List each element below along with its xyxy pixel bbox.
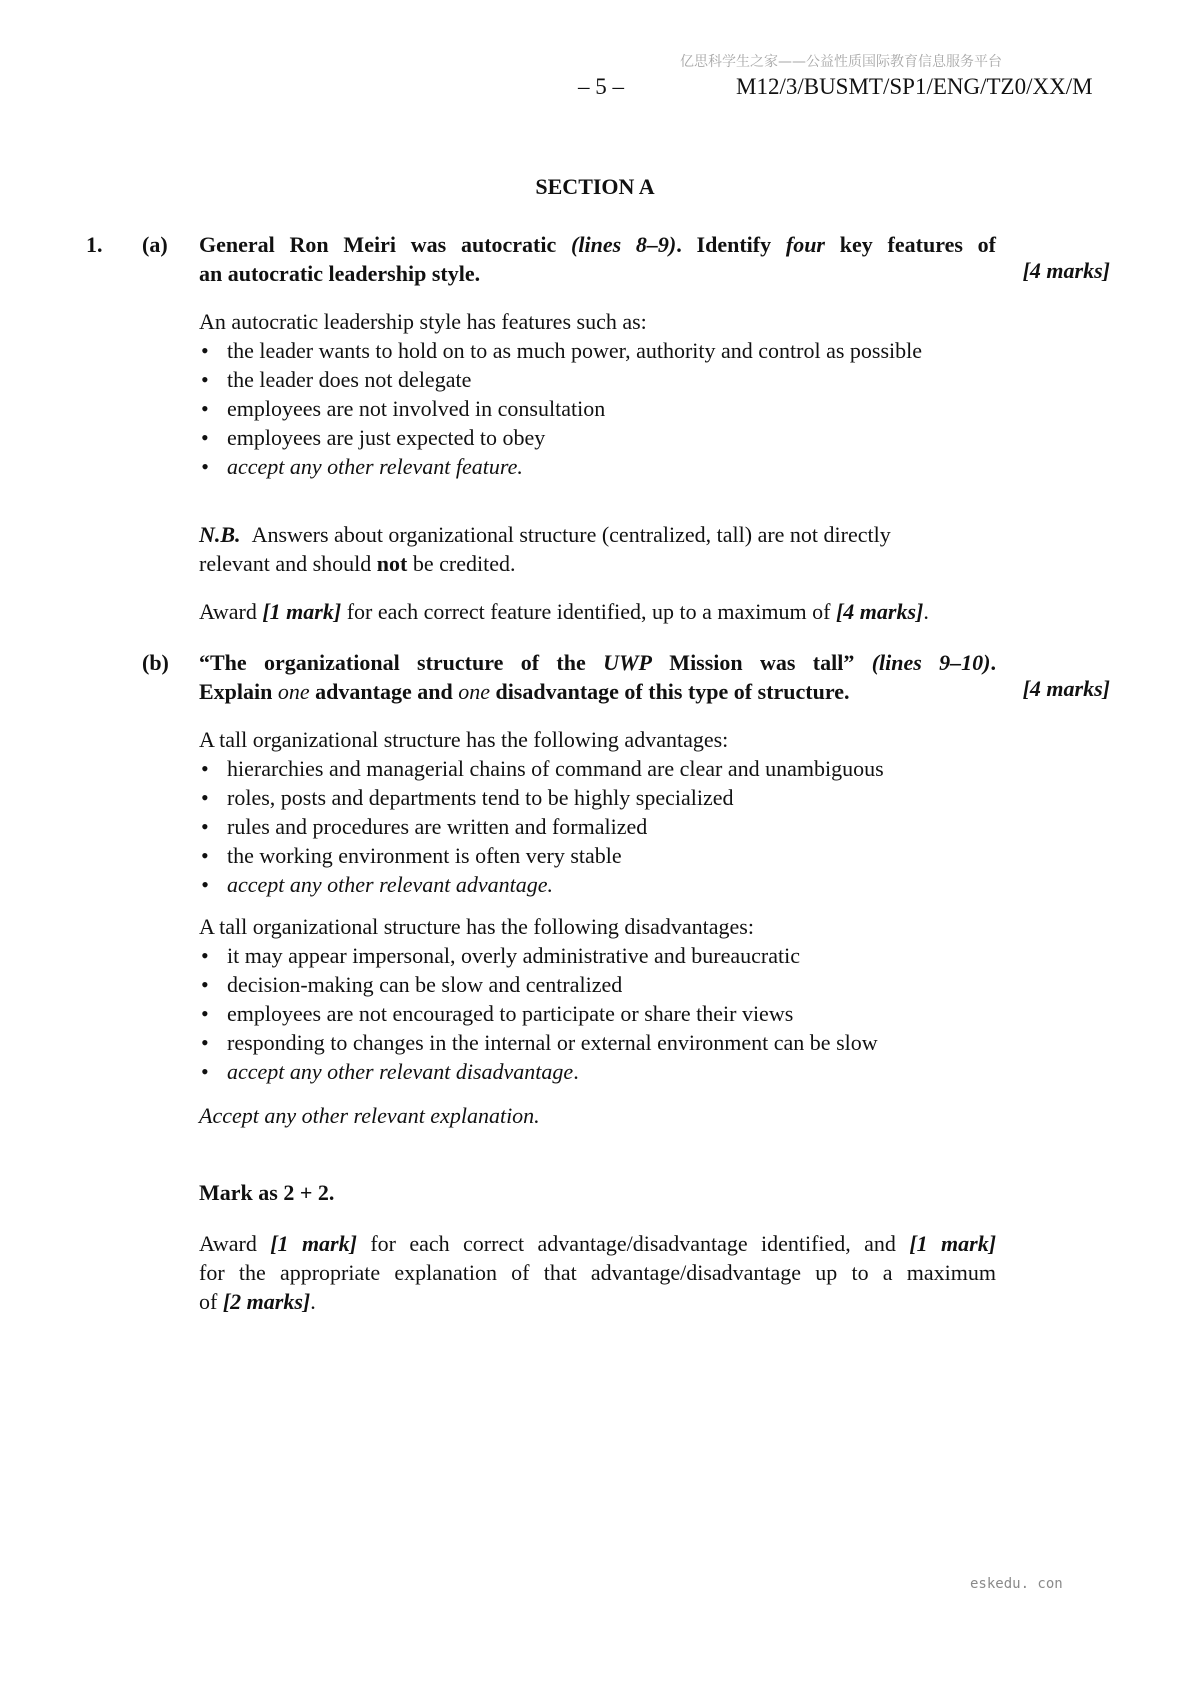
part-b-question	[199, 648, 996, 706]
footer-site-text: eskedu. con	[970, 1576, 1063, 1592]
part-a-question-line-1	[199, 230, 996, 259]
list-item: • the leader does not delegate	[199, 365, 1019, 394]
part-a-question	[199, 230, 996, 288]
award-text: of	[199, 1289, 223, 1314]
q-emphasis: one	[277, 679, 310, 704]
list-item: • the leader wants to hold on to as much power, authority and control as possible	[199, 336, 1019, 365]
list-item: • it may appear impersonal, overly administrative and bureaucratic	[199, 941, 1019, 970]
q-text: key features of	[825, 232, 997, 257]
award-mark: [1 mark]	[262, 599, 342, 624]
q-text: “The organizational structure of the	[199, 650, 604, 675]
nb-label: N.B.	[199, 522, 241, 547]
part-a-marks: [4 marks]	[1022, 258, 1110, 283]
advantages-list	[199, 754, 1019, 899]
list-item: • responding to changes in the internal or external environment can be slow	[199, 1028, 1019, 1057]
part-b-award	[199, 1229, 996, 1316]
list-item: • decision-making can be slow and centralized	[199, 970, 1019, 999]
part-a-award	[199, 597, 1019, 626]
question-number: 1.	[86, 232, 103, 257]
q-text: .	[990, 650, 996, 675]
q-text: Explain	[199, 679, 278, 704]
award-text: for each correct feature identified, up to a maximum of	[341, 599, 836, 624]
q-text: General Ron Meiri was autocratic	[199, 232, 572, 257]
list-item	[199, 1057, 1019, 1086]
nb-emphasis: not	[376, 551, 408, 576]
list-item-text: accept any other relevant disadvantage	[227, 1059, 574, 1084]
part-a-label: (a)	[142, 232, 168, 257]
list-item: • employees are not encouraged to participate or share their views	[199, 999, 1019, 1028]
part-b-disadvantages	[199, 912, 1019, 1086]
part-b-marks: [4 marks]	[1022, 676, 1110, 701]
award-text: for each correct advantage/disadvantage identified, and	[356, 1231, 910, 1256]
line-reference: (lines 9–10)	[871, 650, 991, 675]
page-number: – 5 –	[578, 74, 624, 99]
list-item: • roles, posts and departments tend to be highly specialized	[199, 783, 1019, 812]
accept-other-note: Accept any other relevant explanation.	[199, 1103, 540, 1128]
list-item: • accept any other relevant feature.	[199, 452, 1019, 481]
watermark-text: 亿思科学生之家——公益性质国际教育信息服务平台	[680, 54, 1002, 70]
section-title: SECTION A	[535, 174, 655, 199]
list-item: • rules and procedures are written and formalized	[199, 812, 1019, 841]
nb-text: relevant and should	[199, 551, 377, 576]
list-item: • employees are just expected to obey	[199, 423, 1019, 452]
award-text: Award	[199, 599, 263, 624]
list-item: • the working environment is often very stable	[199, 841, 1019, 870]
q-emphasis: four	[785, 232, 825, 257]
advantages-intro: A tall organizational structure has the following advantages:	[199, 727, 729, 752]
nb-text: be credited.	[407, 551, 516, 576]
award-text: .	[923, 599, 929, 624]
q-text: . Identify	[676, 232, 786, 257]
award-line-1	[199, 1229, 996, 1258]
part-a-answer	[199, 307, 1019, 481]
mark-scheme-note: Mark as 2 + 2.	[199, 1180, 335, 1205]
nb-text: Answers about organizational structure (centralized, tall) are not directly	[251, 522, 891, 547]
list-item: • hierarchies and managerial chains of command are clear and unambiguous	[199, 754, 1019, 783]
part-b-label: (b)	[142, 650, 169, 675]
list-item: • employees are not involved in consultation	[199, 394, 1019, 423]
list-item: • accept any other relevant advantage.	[199, 870, 1019, 899]
award-mark: [1 mark]	[909, 1231, 997, 1256]
part-a-intro: An autocratic leadership style has features such as:	[199, 309, 647, 334]
part-b-question-line-1	[199, 648, 996, 677]
award-line-3	[199, 1289, 316, 1314]
part-a-question-line-2: an autocratic leadership style.	[199, 261, 481, 286]
q-text: disadvantage of this type of structure.	[489, 679, 850, 704]
disadvantages-intro: A tall organizational structure has the following disadvantages:	[199, 914, 754, 939]
q-emphasis: UWP	[603, 650, 652, 675]
part-a-feature-list	[199, 336, 1019, 481]
part-a-nb-note	[199, 520, 1019, 578]
disadvantages-list	[199, 941, 1019, 1086]
q-text: advantage and	[309, 679, 459, 704]
part-b-advantages	[199, 725, 1019, 899]
document-reference: M12/3/BUSMT/SP1/ENG/TZ0/XX/M	[736, 74, 1093, 99]
award-max: [2 marks]	[222, 1289, 311, 1314]
list-item-text: .	[573, 1059, 579, 1084]
award-mark: [1 mark]	[270, 1231, 357, 1256]
part-b-question-line-2	[199, 679, 849, 704]
award-text: Award	[199, 1231, 271, 1256]
award-text: .	[310, 1289, 316, 1314]
q-text: Mission was tall”	[651, 650, 872, 675]
q-emphasis: one	[458, 679, 490, 704]
award-max: [4 marks]	[835, 599, 924, 624]
line-reference: (lines 8–9)	[571, 232, 677, 257]
award-line-2: for the appropriate explanation of that advantage/disadvantage up to a maximum	[199, 1260, 996, 1285]
